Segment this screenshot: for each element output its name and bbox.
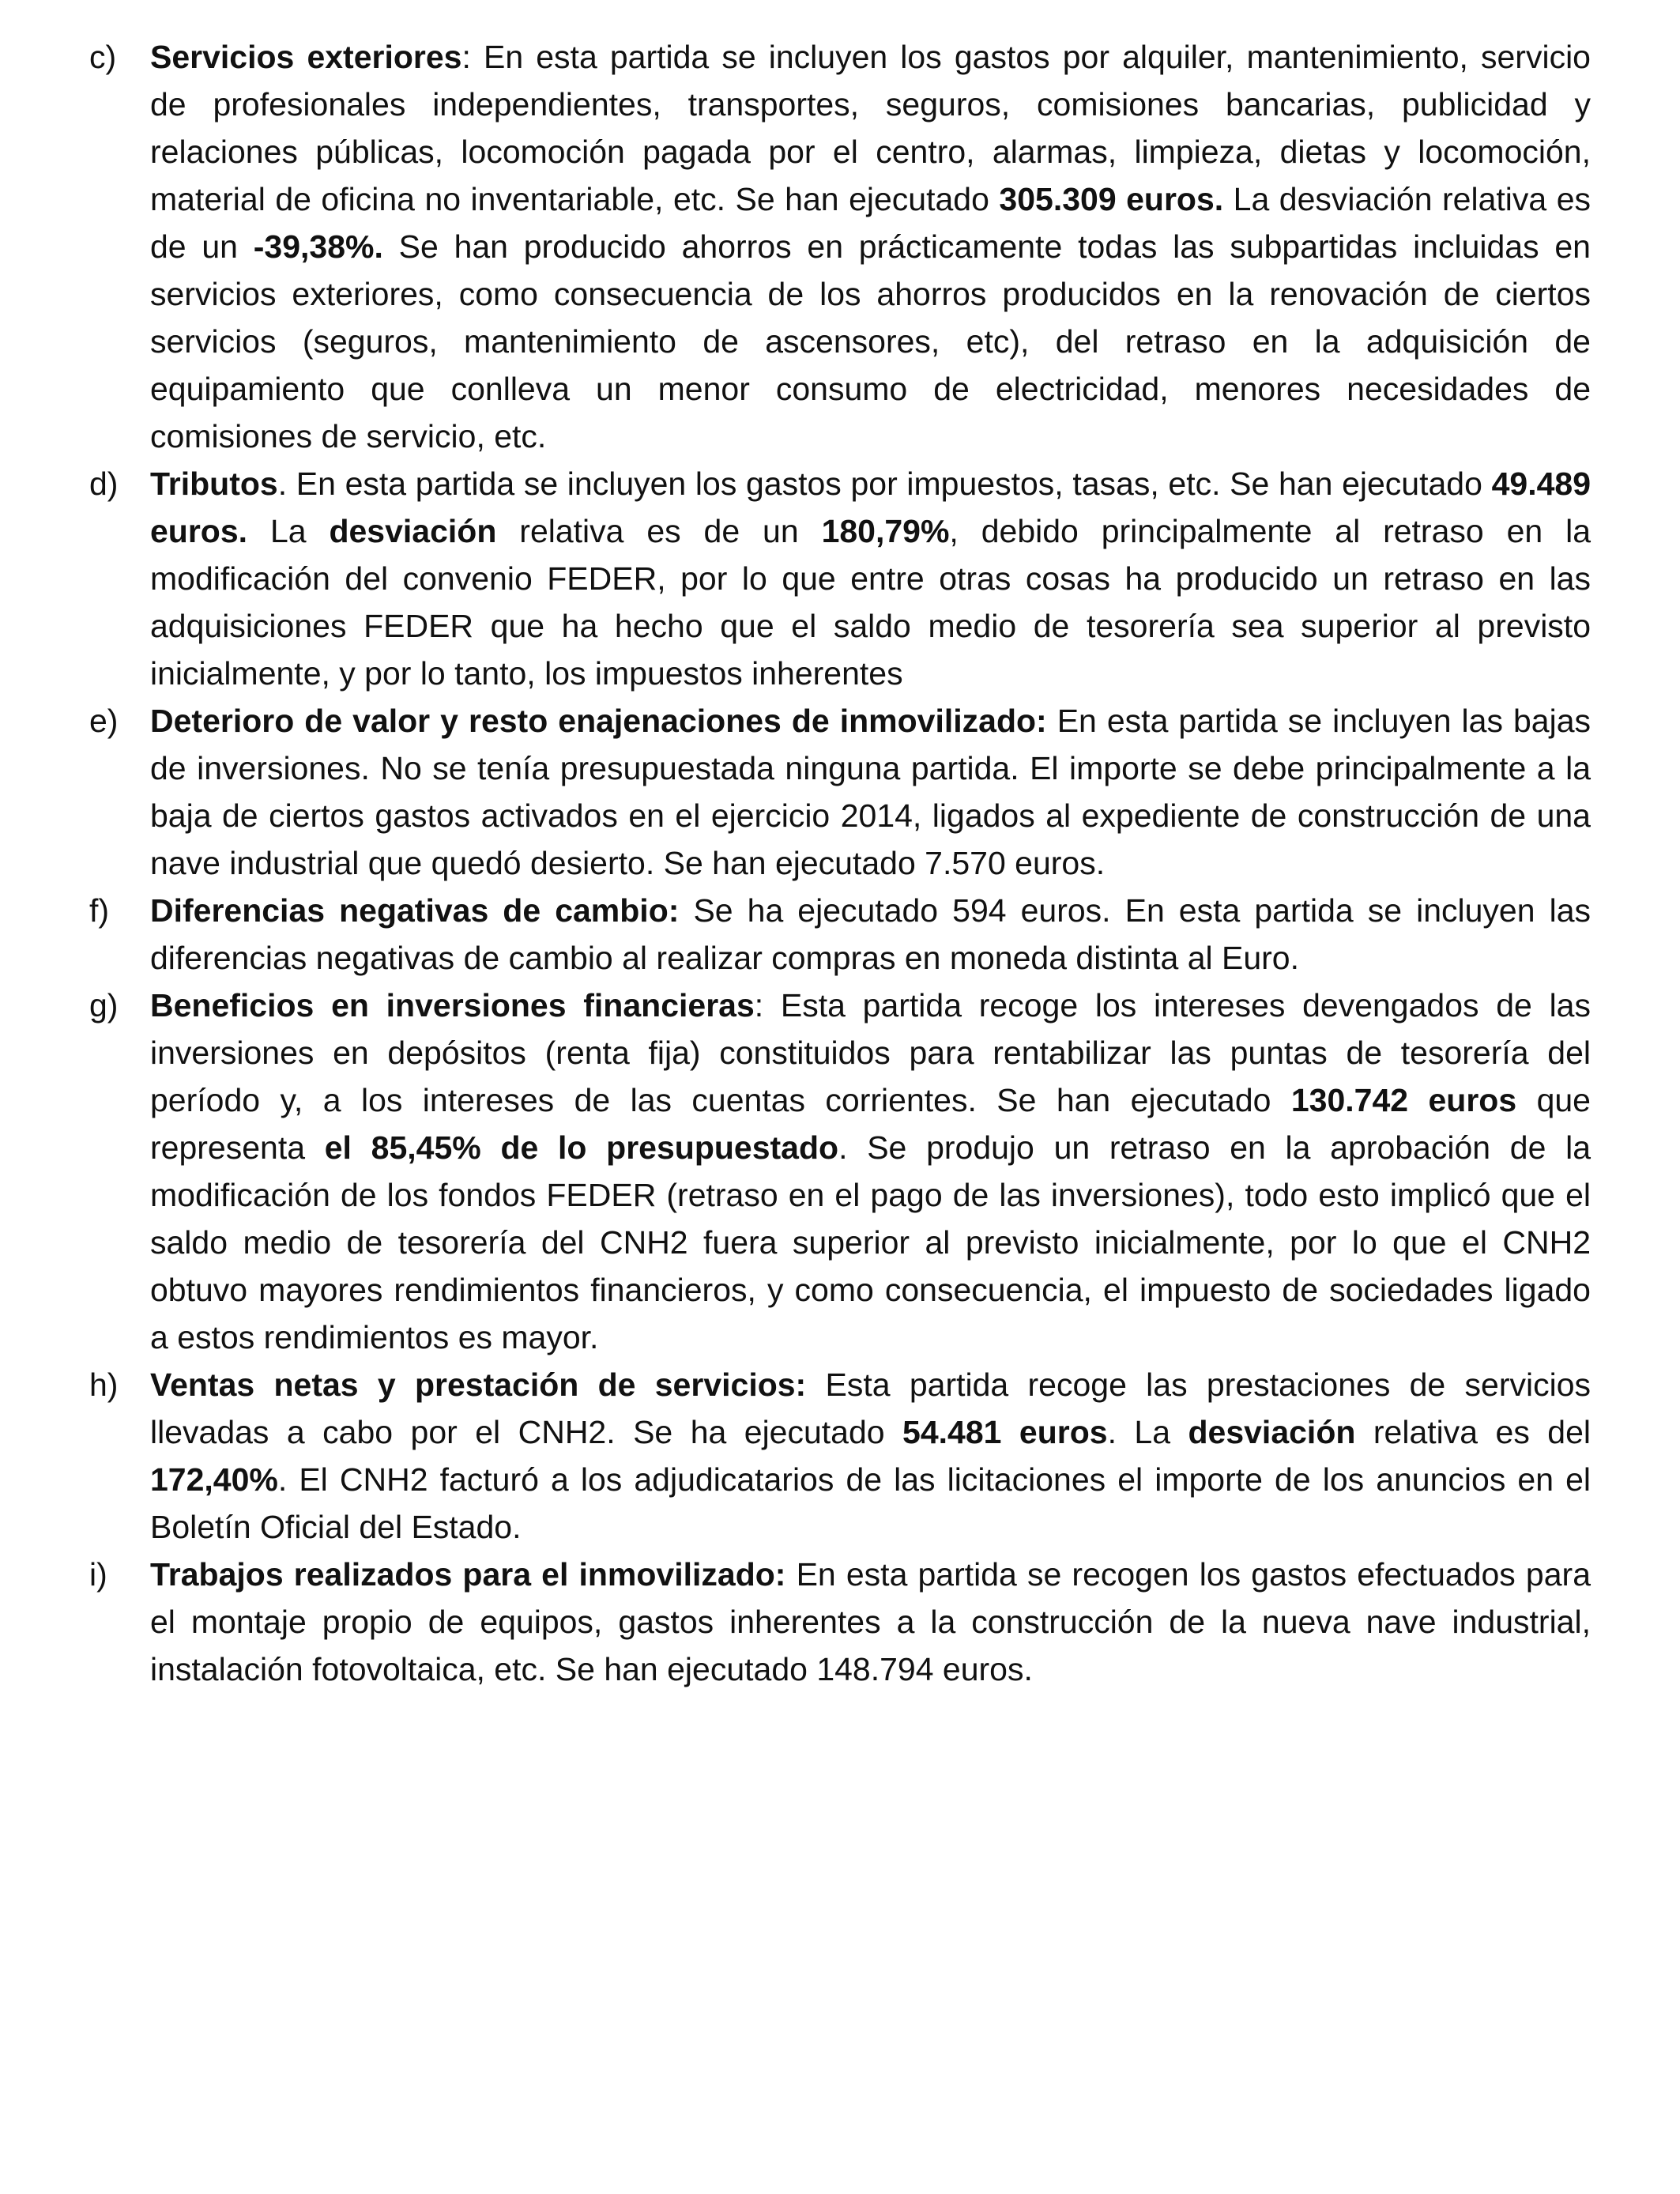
amount-text: 305.309 euros.: [999, 181, 1224, 217]
list-marker: h): [89, 1367, 119, 1403]
list-item-ventas-netas: [89, 1361, 1591, 1551]
item-heading: Diferencias negativas de cambio:: [150, 892, 680, 929]
list-marker: d): [89, 466, 119, 502]
body-text: . En esta partida se incluyen los gastos por impuestos, tasas, etc. Se han ejecutado: [277, 466, 1492, 502]
percent-text: 172,40%: [150, 1461, 278, 1498]
list-item-trabajos-realizados: [89, 1551, 1591, 1693]
paragraph-tributos: [150, 460, 1591, 697]
body-text: , debido principalmente al retraso en la modificación del convenio FEDER, por lo que entre otras cosas ha producido un retraso en las adquisiciones FEDER que ha hecho que el saldo medio de tesorería sea superior al previsto inicialmente, y por lo tanto, los impuestos inherentes: [150, 513, 1591, 692]
list-marker: i): [89, 1556, 107, 1593]
emphasis-text: desviación: [1188, 1414, 1356, 1450]
body-text: Se ha ejecutado 594 euros. En esta partida se incluyen las diferencias negativas de cambio al realizar compras en moneda distinta al Euro.: [150, 892, 1591, 976]
list-marker: g): [89, 987, 119, 1023]
item-heading: Ventas netas y prestación de servicios:: [150, 1367, 807, 1403]
list-marker: e): [89, 703, 119, 739]
item-heading: Tributos: [150, 466, 278, 502]
list-item-beneficios-inversiones: [89, 982, 1591, 1361]
list-item-diferencias-negativas: [89, 887, 1591, 982]
amount-text: 130.742 euros: [1290, 1082, 1517, 1118]
body-text: . La: [1107, 1414, 1188, 1450]
percent-text: -39,38%.: [253, 228, 383, 265]
body-text: La: [247, 513, 330, 549]
amount-text: 54.481 euros: [902, 1414, 1108, 1450]
amount-text: 49.489 euros.: [150, 466, 1591, 549]
paragraph-servicios-exteriores: [150, 33, 1591, 460]
body-text: : Esta partida recoge los intereses devengados de las inversiones en depósitos (renta fija) constituidos para rentabilizar las puntas de tesorería del período y, a los intereses de las cuentas corrientes. Se han ejecutado: [150, 987, 1591, 1118]
body-text: En esta partida se incluyen las bajas de inversiones. No se tenía presupuestada ninguna partida. El importe se debe principalmente a la baja de ciertos gastos activados en el ejercicio 2014, ligados al expediente de construcción de una nave industrial que quedó desierto. Se han ejecutado 7.570 euros.: [150, 703, 1591, 881]
paragraph-beneficios-inversiones: [150, 982, 1591, 1361]
emphasis-text: desviación: [329, 513, 497, 549]
body-text: relativa es de un: [496, 513, 822, 549]
body-text: : En esta partida se incluyen los gastos por alquiler, mantenimiento, servicio de profesionales independientes, transportes, seguros, comisiones bancarias, publicidad y relaciones públicas, locomoción pagada por el centro, alarmas, limpieza, dietas y locomoción, material de oficina no inventariable, etc. Se han ejecutado: [150, 39, 1591, 217]
percent-text: 180,79%: [821, 513, 950, 549]
item-heading: Servicios exteriores: [150, 39, 462, 75]
paragraph-ventas-netas: [150, 1361, 1591, 1551]
body-text: que representa: [150, 1082, 1591, 1166]
body-text: . Se produjo un retraso en la aprobación de la modificación de los fondos FEDER (retraso en el pago de las inversiones), todo esto implicó que el saldo medio de tesorería del CNH2 fuera superior al previsto inicialmente, por lo que el CNH2 obtuvo mayores rendimientos financieros, y como consecuencia, el impuesto de sociedades ligado a estos rendimientos es mayor.: [150, 1129, 1591, 1355]
body-text: relativa es del: [1355, 1414, 1591, 1450]
paragraph-diferencias-negativas: [150, 887, 1591, 982]
list-item-servicios-exteriores: [89, 33, 1591, 460]
item-heading: Trabajos realizados para el inmovilizado:: [150, 1556, 786, 1593]
item-heading: Beneficios en inversiones financieras: [150, 987, 755, 1023]
list-marker: f): [89, 892, 110, 929]
body-text: . El CNH2 facturó a los adjudicatarios de las licitaciones el importe de los anuncios en el Boletín Oficial del Estado.: [150, 1461, 1591, 1545]
body-text: En esta partida se recogen los gastos efectuados para el montaje propio de equipos, gastos inherentes a la construcción de la nueva nave industrial, instalación fotovoltaica, etc. Se han ejecutado 148.794 euros.: [150, 1556, 1591, 1687]
body-text: Esta partida recoge las prestaciones de servicios llevadas a cabo por el CNH2. Se ha ejecutado: [150, 1367, 1591, 1450]
percent-text: el 85,45% de lo presupuestado: [324, 1129, 839, 1166]
item-heading: Deterioro de valor y resto enajenaciones de inmovilizado:: [150, 703, 1047, 739]
body-text: La desviación relativa es de un: [150, 181, 1591, 265]
list-marker: c): [89, 39, 117, 75]
list-item-deterioro-de-valor: [89, 697, 1591, 887]
list-item-tributos: [89, 460, 1591, 697]
paragraph-deterioro-de-valor: [150, 697, 1591, 887]
paragraph-trabajos-realizados: [150, 1551, 1591, 1693]
body-text: Se han producido ahorros en prácticamente todas las subpartidas incluidas en servicios exteriores, como consecuencia de los ahorros producidos en la renovación de ciertos servicios (seguros, mantenimiento de ascensores, etc), del retraso en la adquisición de equipamiento que conlleva un menor consumo de electricidad, menores necesidades de comisiones de servicio, etc.: [150, 228, 1591, 454]
